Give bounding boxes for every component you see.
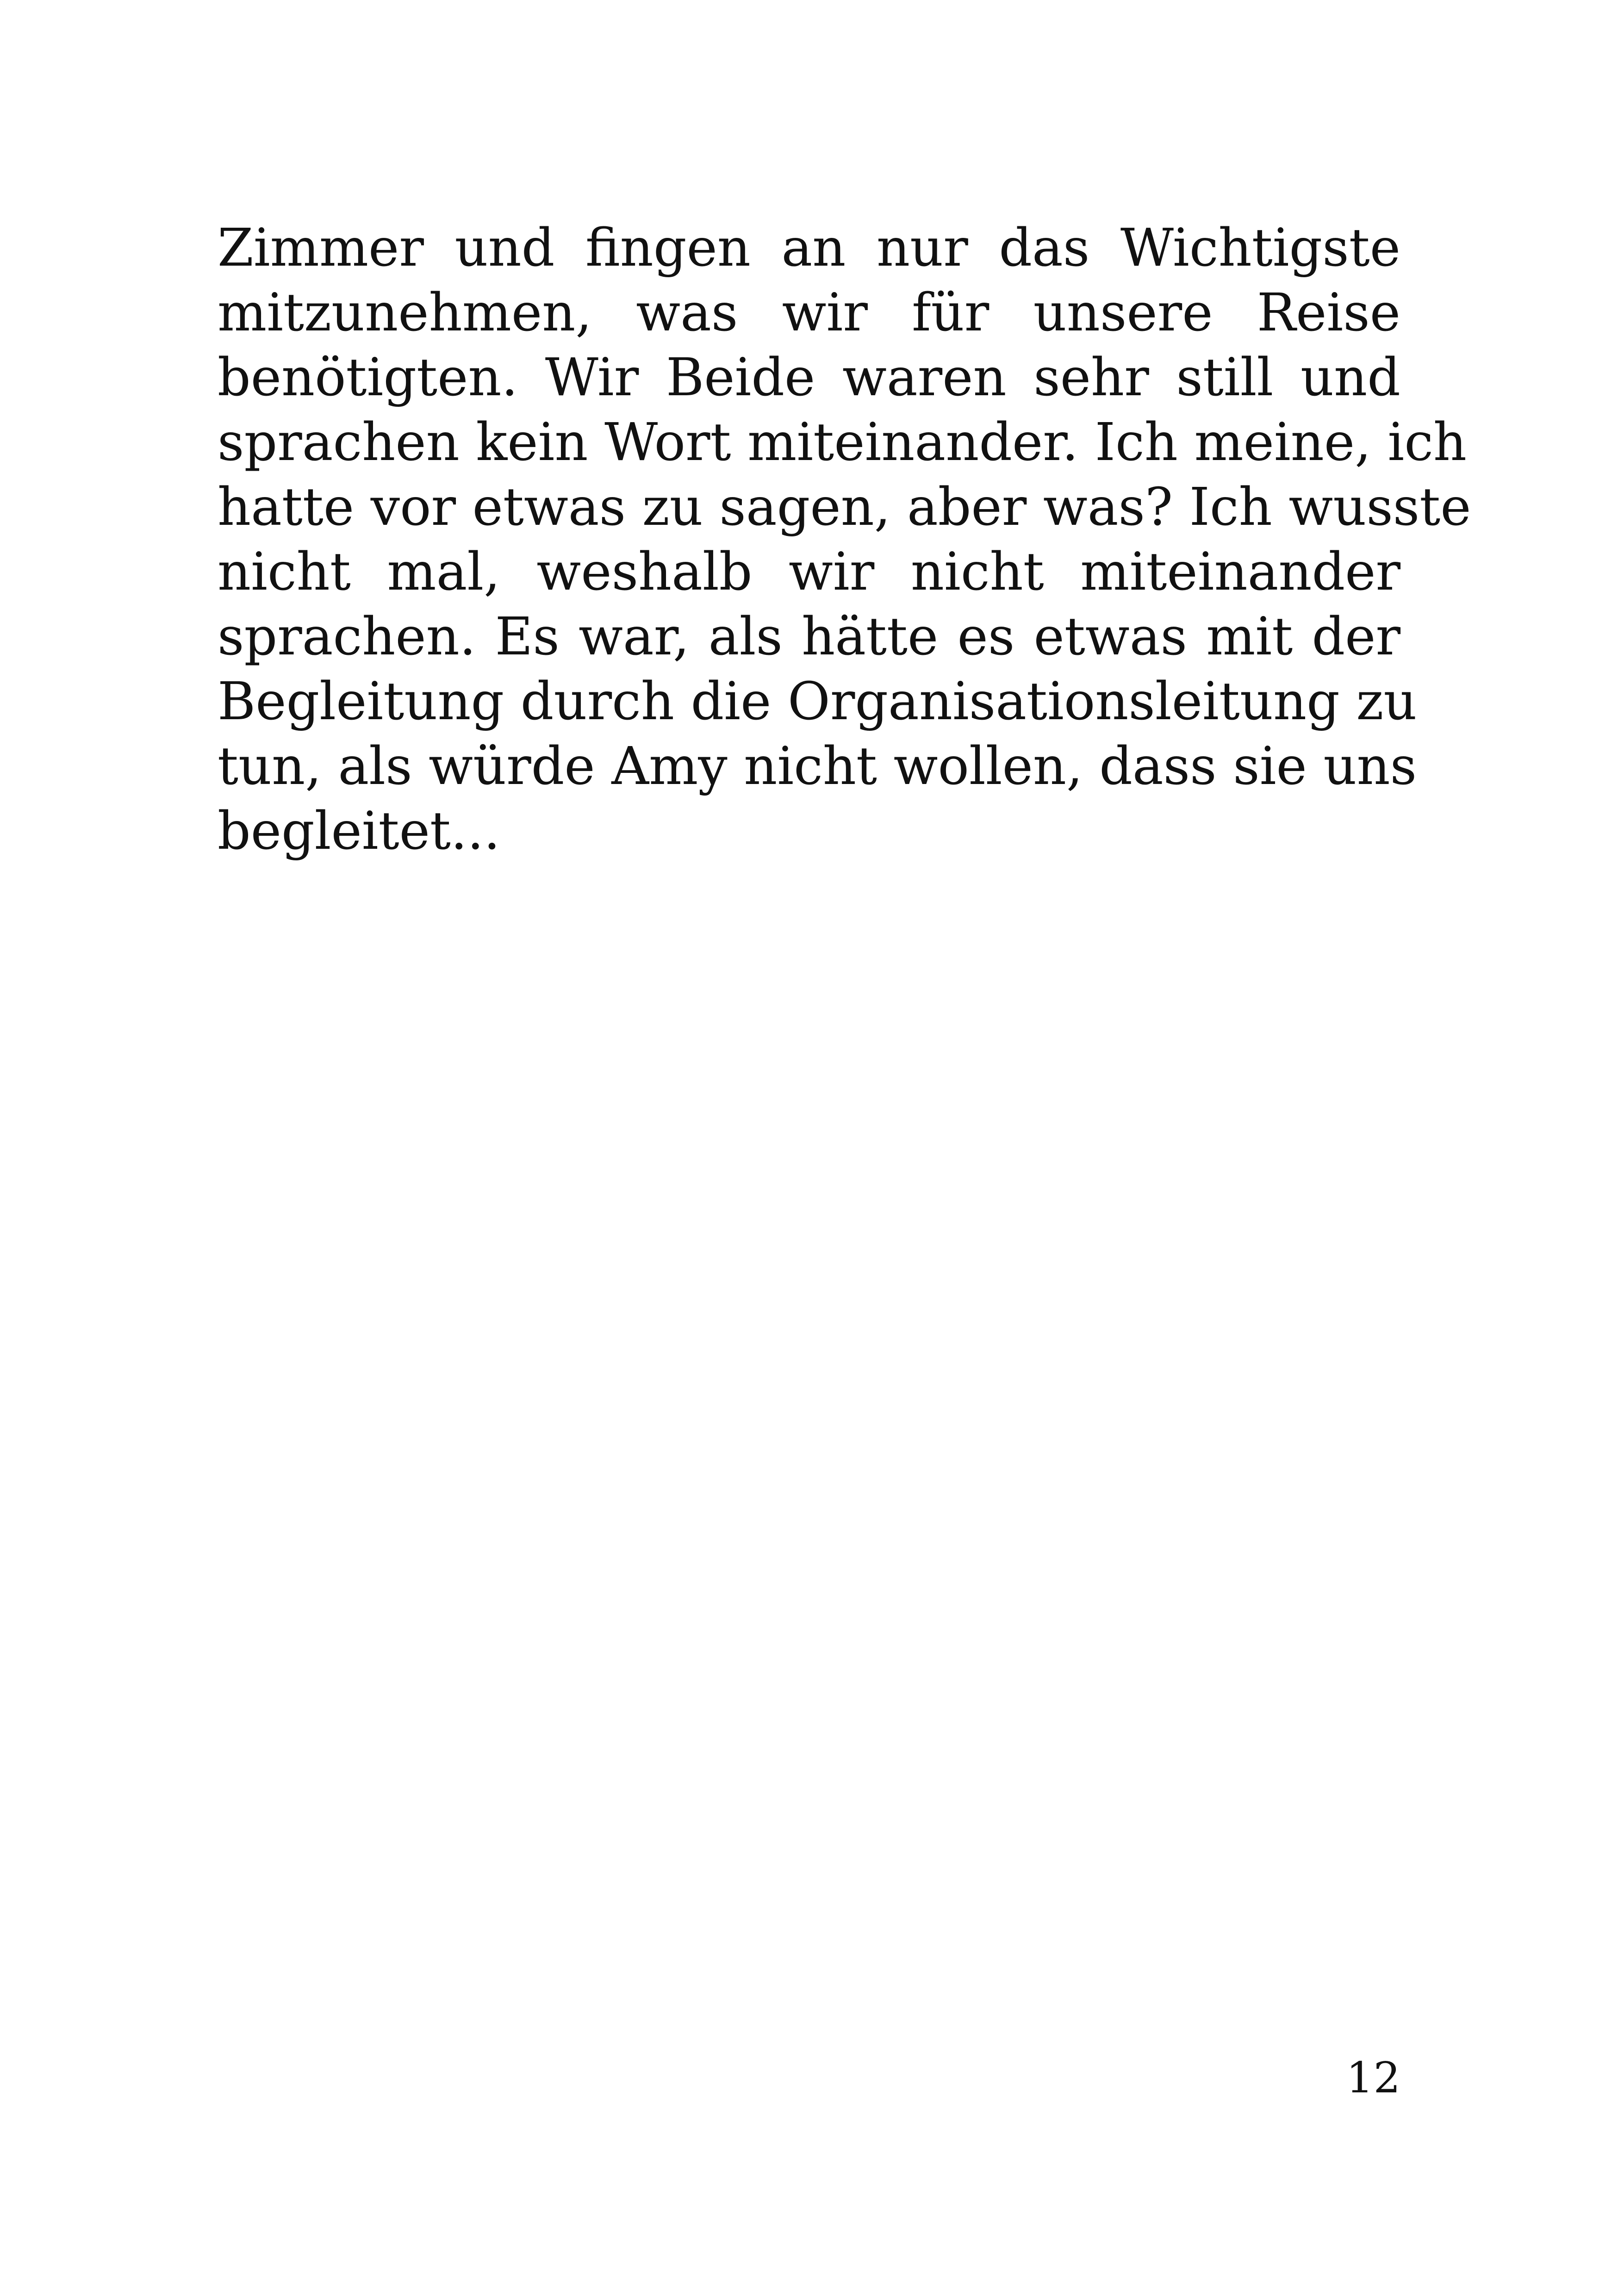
text-line: mitzunehmen, was wir für unsere Reise [218,283,1400,343]
text-line: sprachen kein Wort miteinander. Ich meine, ich [218,412,1467,473]
text-line: sprachen. Es war, als hätte es etwas mit der [218,607,1400,667]
body-paragraph [218,216,1471,864]
text-line: hatte vor etwas zu sagen, aber was? Ich wusste [218,477,1471,537]
text-line: Begleitung durch die Organisationsleitung zu [218,672,1417,732]
text-line: Zimmer und fingen an nur das Wichtigste [218,218,1400,278]
text-line: nicht mal, weshalb wir nicht miteinander [218,542,1400,602]
text-line: benötigten. Wir Beide waren sehr still und [218,348,1400,408]
text-line: tun, als würde Amy nicht wollen, dass sie uns [218,736,1417,796]
page-number: 12 [1346,2053,1400,2103]
text-line: begleitet... [218,801,500,861]
